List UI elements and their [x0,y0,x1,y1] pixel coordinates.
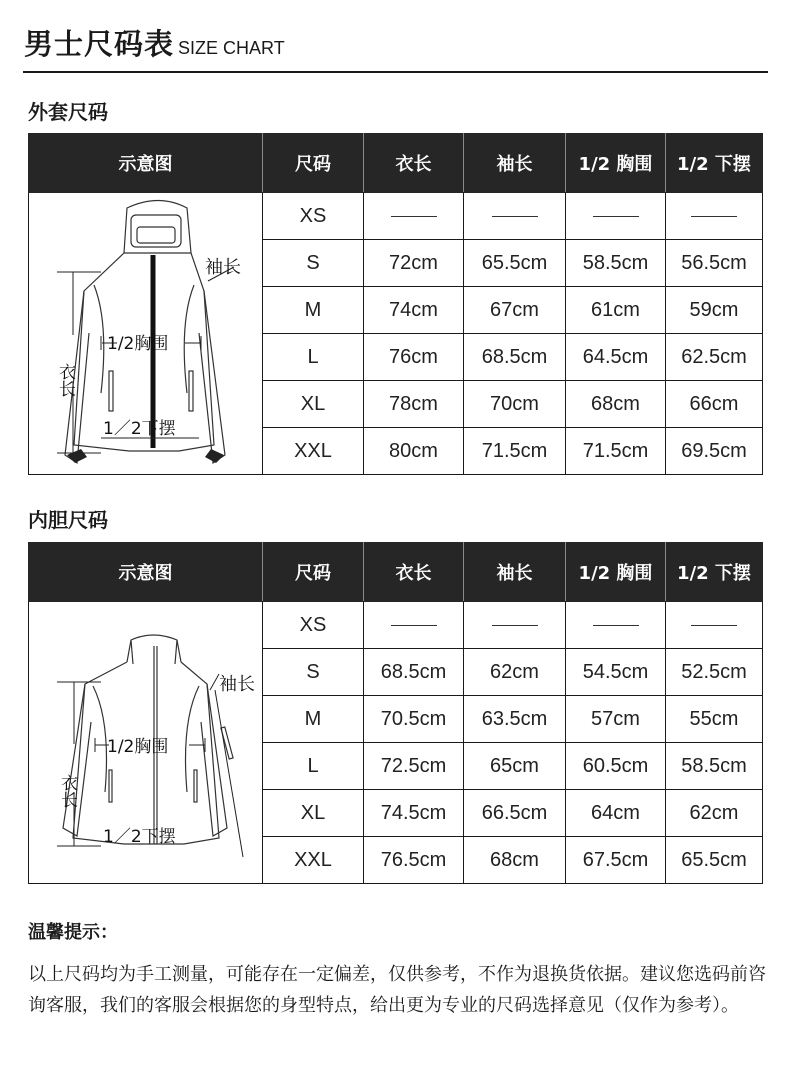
length-cell [364,193,464,240]
jacket-diagram [29,193,263,475]
header-size: 尺码 [263,134,364,193]
length-cell [364,602,464,649]
size-cell: S [263,240,364,287]
chest-cell: 64cm [566,790,666,837]
dash-placeholder [492,625,538,626]
jacket-rows [29,193,763,475]
hem-cell: 56.5cm [666,240,763,287]
chest-cell: 60.5cm [566,743,666,790]
length-cell: 68.5cm [364,649,464,696]
header-diagram: 示意图 [29,543,263,602]
header-diagram: 示意图 [29,134,263,193]
chest-cell: 68cm [566,381,666,428]
sleeve-cell: 71.5cm [464,428,566,475]
hem-cell: 58.5cm [666,743,763,790]
sleeve-cell: 66.5cm [464,790,566,837]
size-cell: XL [263,790,364,837]
chest-cell [566,602,666,649]
chest-cell: 71.5cm [566,428,666,475]
length-cell: 78cm [364,381,464,428]
sleeve-cell: 63.5cm [464,696,566,743]
dash-placeholder [593,216,639,217]
liner-label-sleeve: 袖长 [219,674,255,695]
chest-cell [566,193,666,240]
size-cell: S [263,649,364,696]
length-cell: 72cm [364,240,464,287]
header-length: 衣长 [364,543,464,602]
length-cell: 76cm [364,334,464,381]
tips-body: 以上尺码均为手工测量，可能存在一定偏差，仅供参考，不作为退换货依据。建议您选码前咨询客服，我们的客服会根据您的身型特点，给出更为专业的尺码选择意见（仅作为参考）。 [28,964,766,1016]
chest-cell: 64.5cm [566,334,666,381]
size-cell: XS [263,602,364,649]
liner-jacket-illustration [29,602,262,883]
hem-cell: 59cm [666,287,763,334]
chest-cell: 67.5cm [566,837,666,884]
chest-cell: 58.5cm [566,240,666,287]
hem-cell: 52.5cm [666,649,763,696]
size-cell: M [263,287,364,334]
size-cell: L [263,334,364,381]
length-cell: 74.5cm [364,790,464,837]
size-cell: M [263,696,364,743]
hem-cell: 66cm [666,381,763,428]
jacket-label-length: 衣长 [55,363,75,397]
length-cell: 76.5cm [364,837,464,884]
header-hem: 1/2 下摆 [666,543,763,602]
size-cell: XXL [263,428,364,475]
liner-label-chest: 1/2胸围 [107,737,169,757]
table-header-row [29,134,763,193]
sleeve-cell: 67cm [464,287,566,334]
liner-section-title: 内胆尺码 [28,508,108,532]
size-cell: XL [263,381,364,428]
sleeve-cell: 62cm [464,649,566,696]
length-cell: 80cm [364,428,464,475]
sleeve-cell: 70cm [464,381,566,428]
liner-diagram [29,602,263,884]
header-hem: 1/2 下摆 [666,134,763,193]
hem-cell [666,602,763,649]
dash-placeholder [391,216,437,217]
dash-placeholder [691,625,737,626]
header-size: 尺码 [263,543,364,602]
dash-placeholder [593,625,639,626]
sleeve-cell: 65.5cm [464,240,566,287]
hooded-jacket-illustration [29,193,262,474]
title-divider [23,71,768,73]
jacket-label-sleeve: 袖长 [205,257,241,278]
hem-cell [666,193,763,240]
dash-placeholder [492,216,538,217]
jacket-section-title: 外套尺码 [28,100,108,124]
length-cell: 70.5cm [364,696,464,743]
title-en: SIZE CHART [178,38,285,58]
sleeve-cell [464,193,566,240]
header-sleeve: 袖长 [464,543,566,602]
jacket-label-chest: 1/2胸围 [107,334,169,354]
tips-title: 温馨提示： [28,922,118,943]
liner-label-length: 衣长 [57,774,77,808]
sleeve-cell: 68.5cm [464,334,566,381]
hem-cell: 69.5cm [666,428,763,475]
header-sleeve: 袖长 [464,134,566,193]
chest-cell: 57cm [566,696,666,743]
hem-cell: 62.5cm [666,334,763,381]
hem-cell: 62cm [666,790,763,837]
dash-placeholder [391,625,437,626]
table-header-row [29,543,763,602]
size-cell: L [263,743,364,790]
sleeve-cell: 68cm [464,837,566,884]
chest-cell: 61cm [566,287,666,334]
dash-placeholder [691,216,737,217]
page-title [24,22,285,63]
jacket-size-table [28,133,763,475]
size-cell: XS [263,193,364,240]
liner-label-hem: 1／2下摆 [103,827,176,847]
sleeve-cell: 65cm [464,743,566,790]
liner-rows [29,602,763,884]
liner-size-table [28,542,763,884]
header-length: 衣长 [364,134,464,193]
jacket-label-hem: 1／2下摆 [103,419,176,439]
header-chest: 1/2 胸围 [566,134,666,193]
hem-cell: 55cm [666,696,763,743]
size-cell: XXL [263,837,364,884]
length-cell: 74cm [364,287,464,334]
length-cell: 72.5cm [364,743,464,790]
sleeve-cell [464,602,566,649]
header-chest: 1/2 胸围 [566,543,666,602]
title-cn: 男士尺码表 [24,27,175,61]
chest-cell: 54.5cm [566,649,666,696]
hem-cell: 65.5cm [666,837,763,884]
